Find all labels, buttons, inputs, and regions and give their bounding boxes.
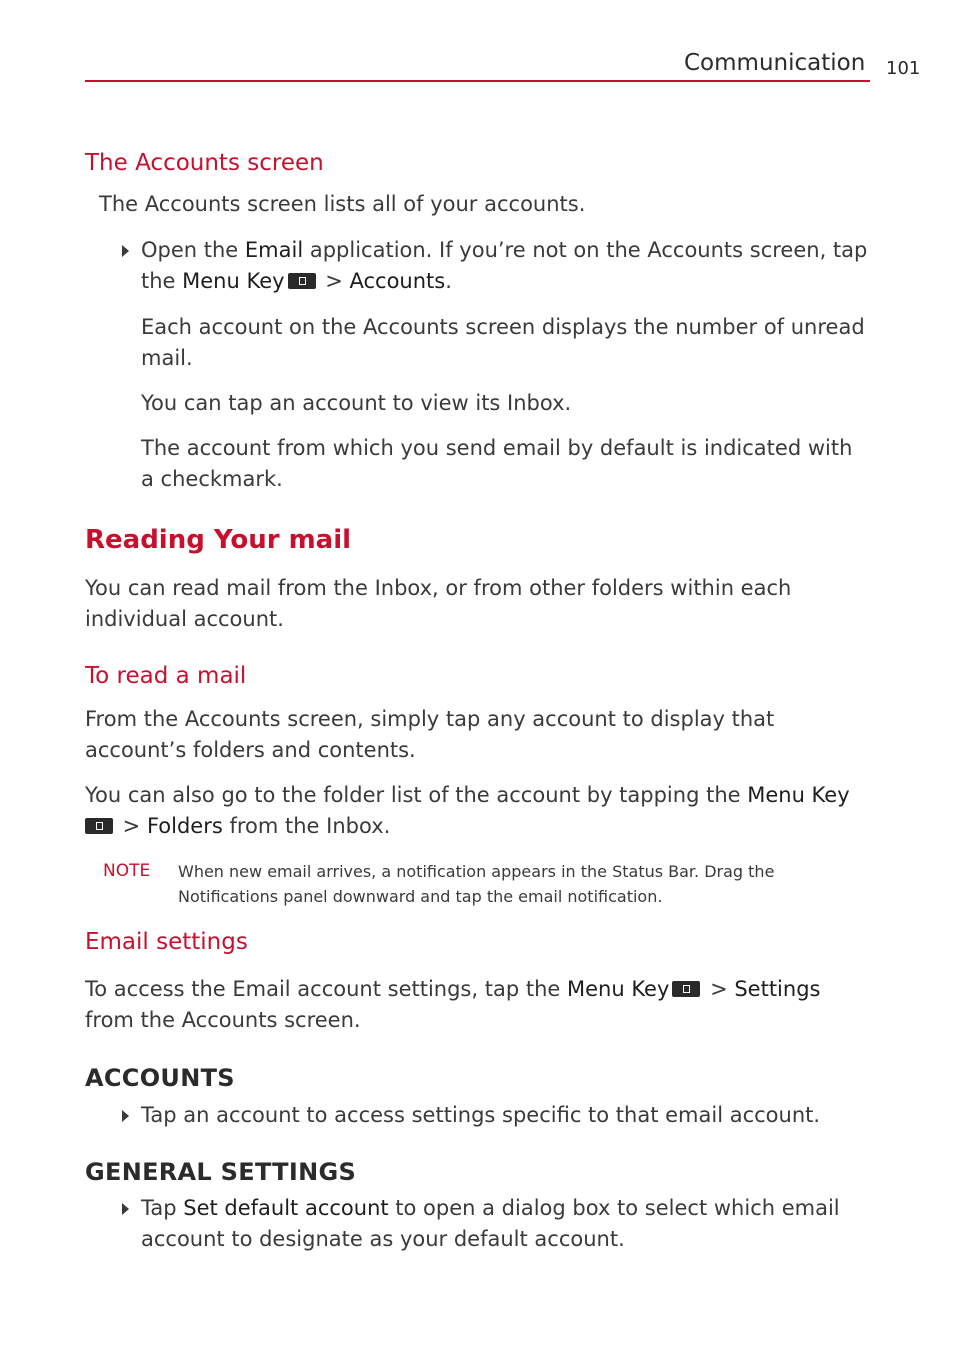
heading-accounts: ACCOUNTS — [85, 1064, 235, 1092]
accounts-para-2: You can tap an account to view its Inbox. — [141, 391, 572, 415]
accounts-step-1: Open the Email application. If you’re not on the Accounts screen, tap the Menu Key > Accounts. — [141, 238, 868, 293]
heading-to-read-mail: To read a mail — [85, 663, 247, 689]
menu-key-icon — [672, 981, 700, 997]
to-read-para-2: You can also go to the folder list of the account by tapping the Menu Key > Folders from the Inbox. — [85, 783, 850, 838]
header-rule — [85, 80, 870, 82]
heading-general-settings: GENERAL SETTINGS — [85, 1158, 357, 1186]
note-label: NOTE — [103, 861, 151, 881]
email-settings-para: To access the Email account settings, tap the Menu Key > Settings from the Accounts screen. — [85, 977, 821, 1032]
menu-key-icon — [288, 273, 316, 289]
accounts-para-3: The account from which you send email by default is indicated with a checkmark. — [141, 436, 853, 491]
accounts-para-1: Each account on the Accounts screen displays the number of unread mail. — [141, 315, 865, 370]
reading-intro: You can read mail from the Inbox, or from other folders within each individual account. — [85, 576, 792, 631]
triangle-bullet-icon — [122, 1203, 129, 1215]
heading-email-settings: Email settings — [85, 929, 248, 955]
heading-accounts-screen: The Accounts screen — [85, 150, 324, 176]
triangle-bullet-icon — [122, 245, 129, 257]
page-number: 101 — [886, 58, 921, 79]
accounts-intro: The Accounts screen lists all of your accounts. — [99, 192, 586, 216]
general-bullet: Tap Set default account to open a dialog box to select which email account to designate as your default account. — [141, 1196, 840, 1251]
accounts-bullet: Tap an account to access settings specific to that email account. — [141, 1103, 821, 1127]
to-read-para-1: From the Accounts screen, simply tap any account to display that account’s folders and contents. — [85, 707, 775, 762]
heading-reading-mail: Reading Your mail — [85, 525, 352, 555]
menu-key-icon — [85, 818, 113, 834]
section-title: Communication — [684, 50, 866, 76]
note-text: When new email arrives, a notification appears in the Status Bar. Drag the Notifications panel downward and tap the email notification. — [178, 862, 775, 906]
triangle-bullet-icon — [122, 1110, 129, 1122]
